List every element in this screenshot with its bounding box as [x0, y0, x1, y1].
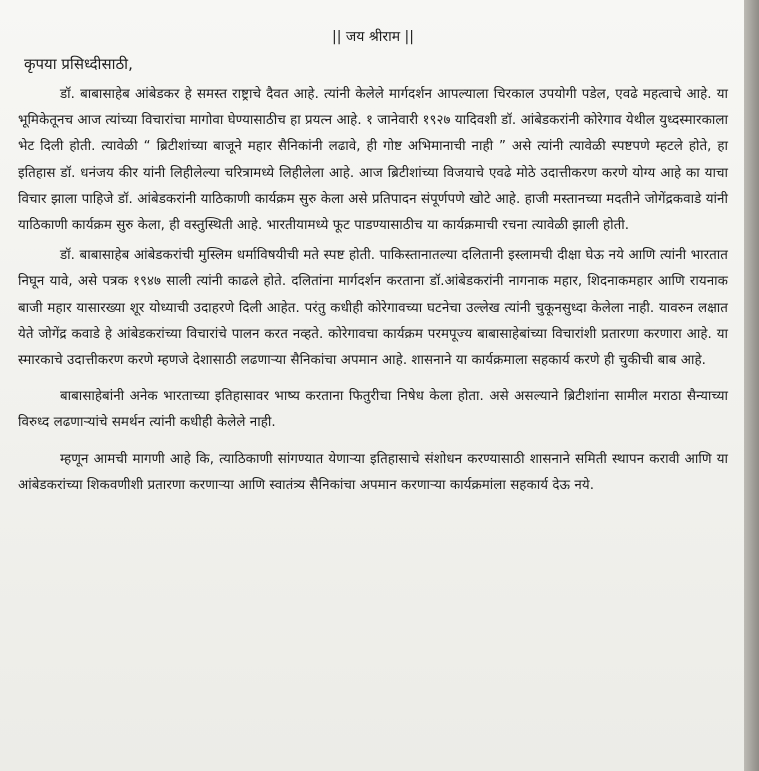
letter-heading: || जय श्रीराम || — [332, 29, 414, 45]
paragraph-4: म्हणून आमची मागणी आहे कि, त्याठिकाणी सांगण्यात येणाऱ्या इतिहासाचे संशोधन करण्यासाठी शासनाने समिती स्थापन करावी आणि या आंबेडकरांच्या शिकवणीशी प्रतारणा करणाऱ्या आणि स्वातंत्र्य सैनिकांचा अपमान करणाऱ्या कार्यक्रमांला सहकार्य देऊ नये. — [18, 451, 728, 493]
paragraph-3: बाबासाहेबांनी अनेक भारताच्या इतिहासावर भाष्य करताना फितुरीचा निषेध केला होता. असे असल्याने ब्रिटीशांना सामील मराठा सैन्याच्या विरुध्द लढणाऱ्यांचे समर्थन त्यांनी कधीही केलेले नाही. — [18, 389, 728, 431]
salutation: कृपया प्रसिध्दीसाठी, — [24, 55, 133, 73]
page-edge-shadow — [744, 0, 759, 771]
paragraph-1: डॉ. बाबासाहेब आंबेडकर हे समस्त राष्ट्राचे दैवत आहे. त्यांनी केलेले मार्गदर्शन आपल्याला चिरकाल उपयोगी पडेल, एवढे महत्वाचे आहे. या भूमिकेतूनच आज त्यांच्या विचारांचा मागोवा घेण्यासाठीच हा प्रयत्न आहे. १ जानेवारी १९२७ यादिवशी डॉ. आंबेडकरांनी कोरेगाव येथील युध्दस्मारकाला भेट दिली होती. त्यावेळी “ ब्रिटीशांच्या बाजूने महार सैनिकांनी लढावे, ही गोष्ट अभिमानाची नाही ” असे त्यांनी त्यावेळी स्पष्टपणे म्हटले होते, हा इतिहास डॉ. धनंजय कीर यांनी लिहीलेल्या चरित्रामध्ये लिहीलेला आहे. आज ब्रिटीशांच्या विजयाचे एवढे मोठे उदात्तीकरण करणे योग्य आहे का याचा विचार झाला पाहिजे डॉ. आंबेडकरांनी याठिकाणी कार्यक्रम सुरु केला असे प्रतिपादन संपूर्णपणे खोटे आहे. हाजी मस्तानच्या मदतीने जोगेंद्रकवाडे यांनी याठिकाणी कार्यक्रम सुरु केला, ही वस्तुस्थिती आहे. भारतीयामध्ये फूट पाडण्यासाठीच या कार्यक्रमाची रचना त्यावेळी झाली होती. — [18, 87, 728, 234]
paragraph-2: डॉ. बाबासाहेब आंबेडकरांची मुस्लिम धर्माविषयीची मते स्पष्ट होती. पाकिस्तानातल्या दलितानी इस्लामची दीक्षा घेऊ नये आणि त्यांनी भारतात निघून यावे, असे पत्रक १९४७ साली त्यांनी काढले होते. दलितांना मार्गदर्शन करताना डॉ.आंबेडकरांनी नागनाक महार, शिदनाकमहार आणि रायनाक बाजी महार यासारख्या शूर योध्याची उदाहरणे दिली आहेत. परंतु कधीही कोरेगावच्या घटनेचा उल्लेख त्यांनी चुकूनसुध्दा केलेला नाही. यावरुन लक्षात येते जोगेंद्र कवाडे हे आंबेडकरांच्या विचारांचे पालन करत नव्हते. कोरेगावचा कार्यक्रम परमपूज्य बाबासाहेबांच्या विचारांशी प्रतारणा करणारा आहे. या स्मारकाचे उदात्तीकरण करणे म्हणजे देशासाठी लढणाऱ्या सैनिकांचा अपमान आहे. शासनाने या कार्यक्रमाला सहकार्य करणे ही चुकीची बाब आहे. — [18, 248, 728, 369]
